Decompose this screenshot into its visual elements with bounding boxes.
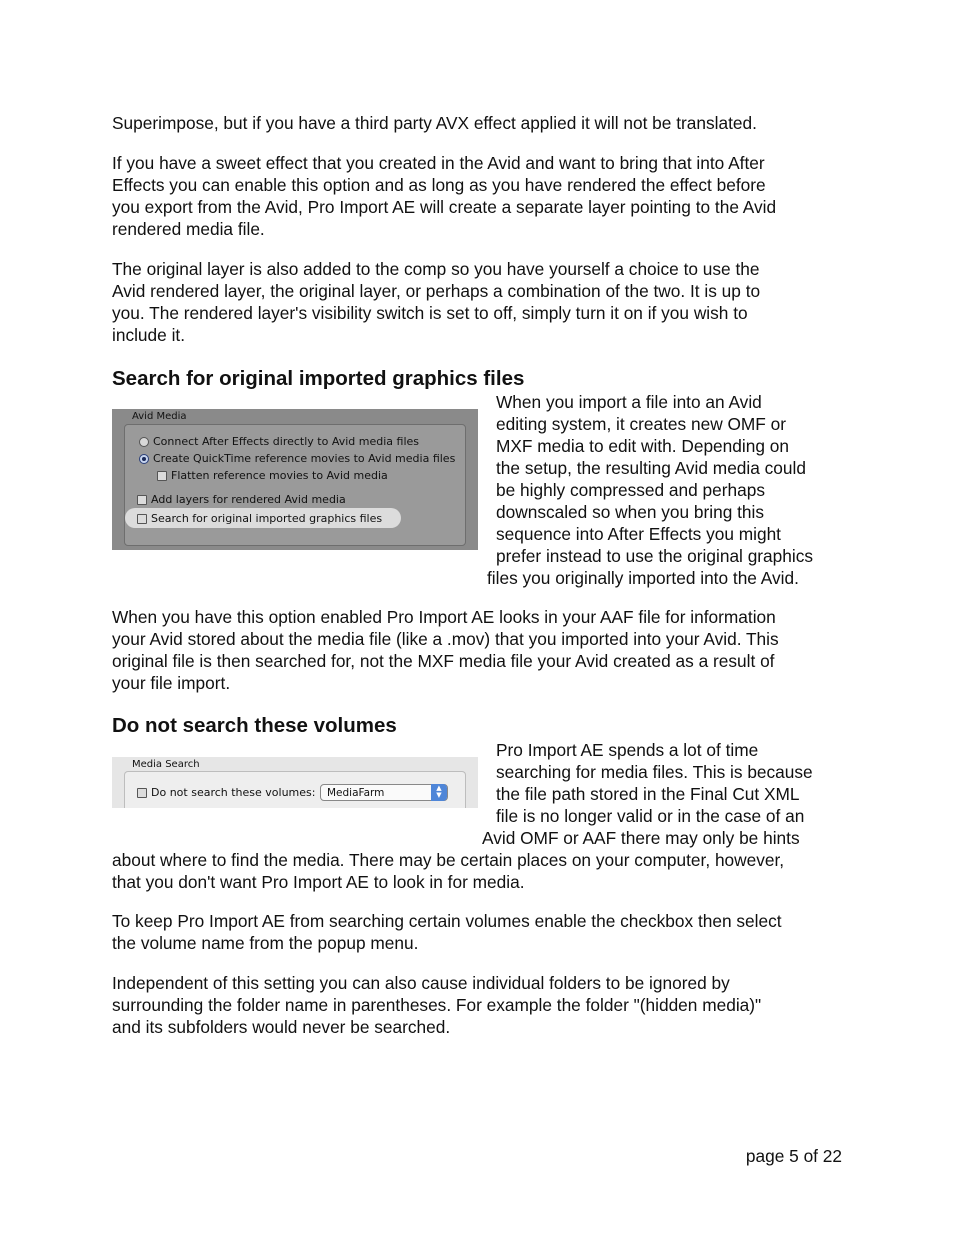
text-line: downscaled so when you bring this — [496, 502, 765, 522]
text-line: Effects you can enable this option and as long as you have rendered the effect before — [112, 175, 766, 195]
para-option-enabled — [112, 606, 852, 694]
para-intro: Superimpose, but if you have a third party AVX effect applied it will not be translated. — [112, 113, 757, 133]
text-line: rendered media file. — [112, 219, 265, 239]
radio-icon[interactable] — [139, 437, 149, 447]
text-line: Independent of this setting you can also cause individual folders to be ignored by — [112, 973, 730, 993]
text-line: the file path stored in the Final Cut XML — [496, 784, 800, 804]
section1-side-text — [496, 391, 813, 567]
text-line: editing system, it creates new OMF or — [496, 414, 787, 434]
text-line: When you have this option enabled Pro Import AE looks in your AAF file for information — [112, 607, 776, 627]
option-create-quicktime[interactable] — [139, 452, 455, 465]
popup-arrows-icon: ▲ ▼ — [431, 784, 447, 801]
checkbox-icon[interactable] — [137, 788, 147, 798]
text-line: about where to find the media. There may be certain places on your computer, however, — [112, 850, 785, 870]
option-connect-directly[interactable] — [139, 435, 419, 448]
text-line: your file import. — [112, 673, 231, 693]
checkbox-icon[interactable] — [137, 495, 147, 505]
text-line: original file is then searched for, not the MXF media file your Avid created as a result of — [112, 651, 775, 671]
para-effect — [112, 152, 852, 240]
text-line: file is no longer valid or in the case of an — [496, 806, 805, 826]
text-line: The original layer is also added to the comp so you have yourself a choice to use the — [112, 259, 760, 279]
section1-tail-line: files you originally imported into the Avid. — [487, 568, 799, 588]
text-line: and its subfolders would never be searched. — [112, 1017, 451, 1037]
para-original-layer — [112, 258, 852, 346]
section2-tail-line: Avid OMF or AAF there may only be hints — [482, 828, 800, 848]
option-search-original-graphics[interactable] — [137, 512, 382, 525]
text-line: Pro Import AE spends a lot of time — [496, 740, 759, 760]
para-search-continue — [112, 849, 852, 893]
text-line: you export from the Avid, Pro Import AE will create a separate layer pointing to the Avid — [112, 197, 777, 217]
text-line: the volume name from the popup menu. — [112, 933, 419, 953]
text-line: you. The rendered layer's visibility switch is set to off, simply turn it on if you wish to — [112, 303, 748, 323]
option-label: Do not search these volumes: — [151, 786, 316, 799]
volume-popup-menu[interactable] — [320, 784, 448, 801]
option-flatten-reference[interactable] — [157, 469, 388, 482]
option-label: Add layers for rendered Avid media — [151, 493, 346, 506]
text-line: sequence into After Effects you might — [496, 524, 781, 544]
para-keep-from-searching — [112, 910, 852, 954]
group-title-avid-media: Avid Media — [132, 411, 187, 422]
section2-side-text — [496, 739, 813, 827]
page-number: page 5 of 22 — [745, 1146, 842, 1166]
text-line: If you have a sweet effect that you created in the Avid and want to bring that into After — [112, 153, 765, 173]
text-line: searching for media files. This is because — [496, 762, 813, 782]
option-label: Create QuickTime reference movies to Avid media files — [153, 452, 456, 465]
text-line: the setup, the resulting Avid media could — [496, 458, 806, 478]
checkbox-icon[interactable] — [157, 471, 167, 481]
para-independent-folders — [112, 972, 852, 1038]
checkbox-icon[interactable] — [137, 514, 147, 524]
text-line: prefer instead to use the original graphics — [496, 546, 814, 566]
popup-value: MediaFarm — [327, 787, 385, 799]
text-line: When you import a file into an Avid — [496, 392, 762, 412]
media-search-panel — [112, 757, 478, 808]
text-line: your Avid stored about the media file (like a .mov) that you imported into your Avid. This — [112, 629, 779, 649]
text-line: MXF media to edit with. Depending on — [496, 436, 789, 456]
text-line: that you don't want Pro Import AE to look in for media. — [112, 872, 525, 892]
option-do-not-search-volumes[interactable] — [137, 786, 315, 799]
option-label: Flatten reference movies to Avid media — [171, 469, 388, 482]
text-line: surrounding the folder name in parentheses. For example the folder "(hidden media)" — [112, 995, 762, 1015]
heading-do-not-search: Do not search these volumes — [112, 714, 397, 737]
text-line: be highly compressed and perhaps — [496, 480, 765, 500]
heading-search-original: Search for original imported graphics files — [112, 367, 525, 390]
avid-media-panel — [112, 409, 478, 550]
group-title-media-search: Media Search — [132, 759, 200, 770]
option-label: Search for original imported graphics files — [151, 512, 383, 525]
text-line: To keep Pro Import AE from searching certain volumes enable the checkbox then select — [112, 911, 782, 931]
option-add-rendered-layers[interactable] — [137, 493, 346, 506]
radio-selected-icon[interactable] — [139, 454, 149, 464]
text-line: include it. — [112, 325, 186, 345]
option-label: Connect After Effects directly to Avid media files — [153, 435, 419, 448]
text-line: Avid rendered layer, the original layer, or perhaps a combination of the two. It is up to — [112, 281, 761, 301]
